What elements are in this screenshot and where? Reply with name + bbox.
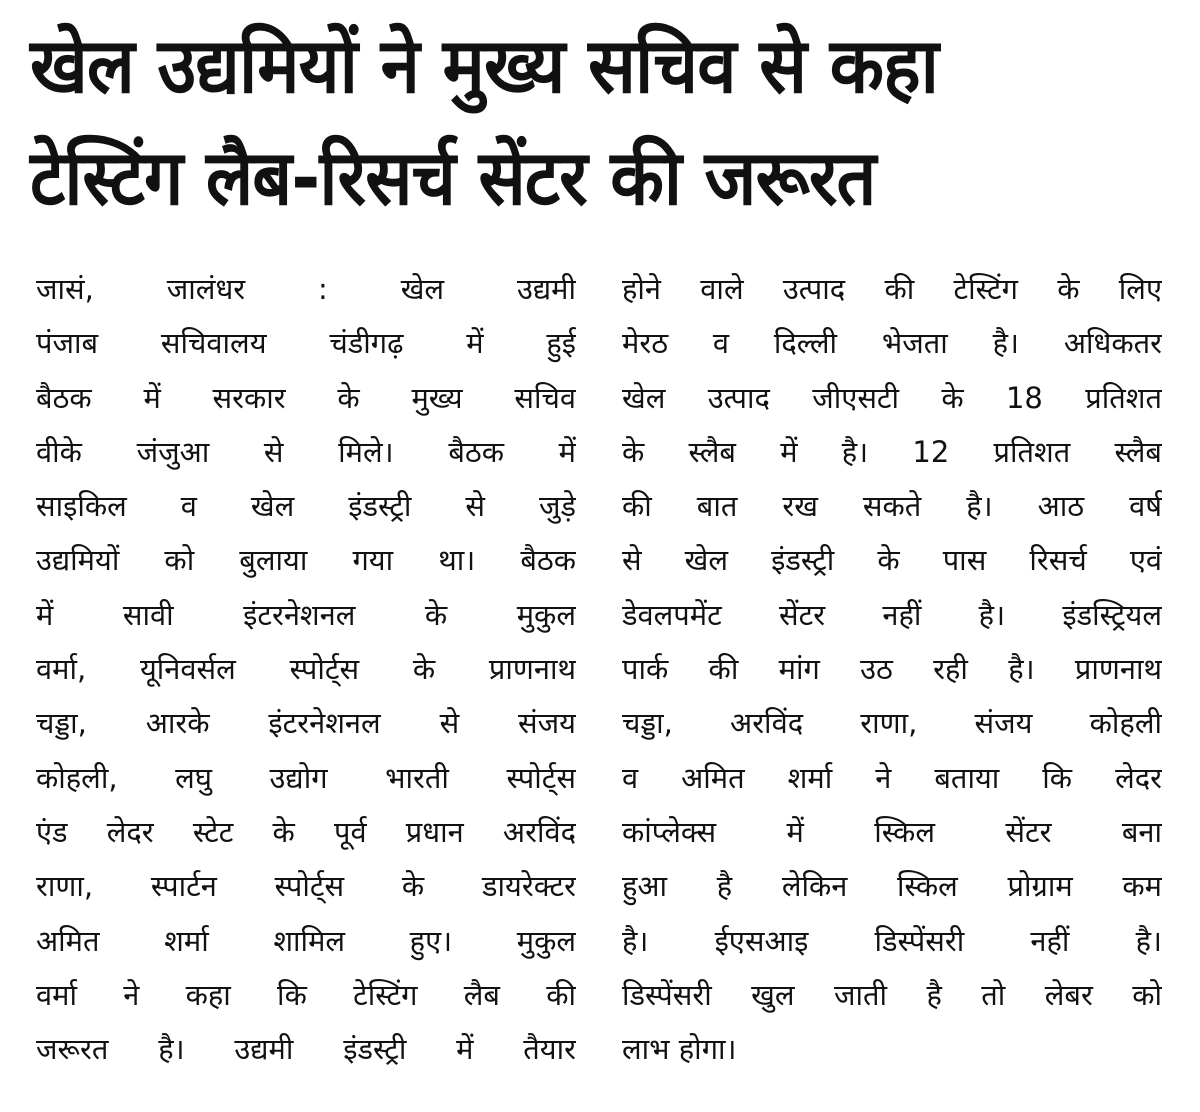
article-column-right (622, 262, 1162, 1076)
text-line: पार्क की मांग उठ रही है। प्राणनाथ (622, 652, 1162, 687)
text-line: होने वाले उत्पाद की टेस्टिंग के लिए (622, 272, 1162, 306)
text-line: चड्डा, अरविंद राणा, संजय कोहली (622, 706, 1162, 741)
text-line: उद्यमियों को बुलाया गया था। बैठक (36, 543, 576, 578)
text-line: जरूरत है। उद्यमी इंडस्ट्री में तैयार (36, 1032, 576, 1067)
text-line: अमित शर्मा शामिल हुए। मुकुल (36, 923, 576, 958)
text-line: बैठक में सरकार के मुख्य सचिव (36, 380, 576, 415)
text-line: खेल उत्पाद जीएसटी के 18 प्रतिशत (622, 380, 1162, 415)
text-line: चड्डा, आरके इंटरनेशनल से संजय (36, 706, 576, 741)
text-line: वर्मा ने कहा कि टेस्टिंग लैब की (36, 977, 576, 1012)
text-line: कांप्लेक्स में स्किल सेंटर बना (622, 814, 1162, 849)
text-line: डिस्पेंसरी खुल जाती है तो लेबर को (622, 977, 1162, 1012)
text-line: की बात रख सकते है। आठ वर्ष (622, 489, 1162, 524)
text-line: एंड लेदर स्टेट के पूर्व प्रधान अरविंद (36, 814, 576, 849)
text-line: वर्मा, यूनिवर्सल स्पोर्ट्स के प्राणनाथ (36, 652, 576, 687)
text-line: वीके जंजुआ से मिले। बैठक में (36, 434, 576, 469)
text-line: मेरठ व दिल्ली भेजता है। अधिकतर (622, 326, 1162, 361)
text-line: लाभ होगा। (622, 1032, 737, 1067)
text-line: पंजाब सचिवालय चंडीगढ़ में हुई (36, 326, 576, 361)
text-line: राणा, स्पार्टन स्पोर्ट्स के डायरेक्टर (36, 869, 576, 904)
headline-line-1: खेल उद्यमियों ने मुख्य सचिव से कहा (30, 21, 939, 110)
text-line: व अमित शर्मा ने बताया कि लेदर (622, 760, 1162, 795)
headline-line-2: टेस्टिंग लैब-रिसर्च सेंटर की जरूरत (30, 133, 876, 222)
text-line: है। ईएसआइ डिस्पेंसरी नहीं है। (622, 923, 1162, 958)
text-line: कोहली, लघु उद्योग भारती स्पोर्ट्स (36, 760, 576, 795)
text-line: डेवलपमेंट सेंटर नहीं है। इंडस्ट्रियल (622, 597, 1162, 632)
text-line: हुआ है लेकिन स्किल प्रोग्राम कम (622, 869, 1162, 904)
text-line: साइकिल व खेल इंडस्ट्री से जुड़े (36, 489, 576, 524)
article-column-left (36, 262, 576, 1076)
text-line: में सावी इंटरनेशनल के मुकुल (36, 597, 576, 632)
text-line: से खेल इंडस्ट्री के पास रिसर्च एवं (622, 543, 1162, 578)
text-line: के स्लैब में है। 12 प्रतिशत स्लैब (622, 434, 1162, 469)
text-line: जासं, जालंधर : खेल उद्यमी (36, 272, 576, 306)
